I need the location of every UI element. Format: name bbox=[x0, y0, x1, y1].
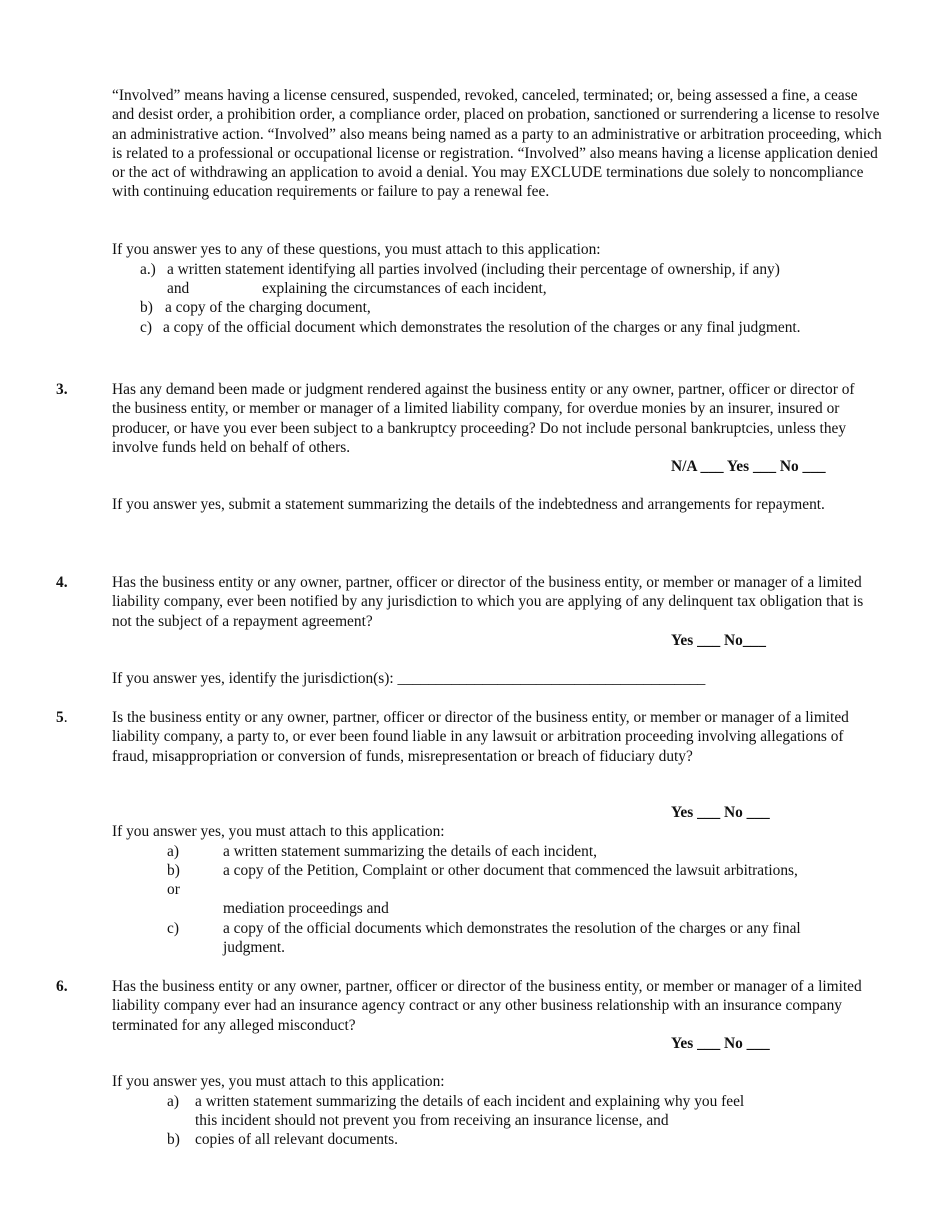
q6-item-a-cont: this incident should not prevent you from receiving an insurance license, and bbox=[195, 1112, 669, 1129]
q5-number-dot: . bbox=[63, 709, 68, 726]
q5-item-b-cont: mediation proceedings and bbox=[223, 900, 389, 917]
q5-item-b-text: a copy of the Petition, Complaint or other document that commenced the lawsuit arbitrations, bbox=[223, 862, 798, 879]
q2-item-a-text-cont: explaining the circumstances of each incident, bbox=[262, 280, 547, 297]
q6-number: 6. bbox=[56, 978, 68, 995]
q2-item-c-label: c) bbox=[140, 319, 152, 336]
q6-attach-intro: If you answer yes, you must attach to this application: bbox=[112, 1073, 445, 1090]
q2-item-a-label: a.) bbox=[140, 261, 156, 278]
q5-item-c-label: c) bbox=[167, 920, 179, 937]
q2-item-b-text: a copy of the charging document, bbox=[165, 299, 371, 316]
q5-answer: Yes ___ No ___ bbox=[671, 804, 770, 821]
q5-item-b-label: b) bbox=[167, 862, 180, 879]
q5-item-c-cont: judgment. bbox=[223, 939, 285, 956]
q5-attach-intro: If you answer yes, you must attach to this application: bbox=[112, 823, 445, 840]
q5-item-a-text: a written statement summarizing the details of each incident, bbox=[223, 843, 597, 860]
q2-item-b-label: b) bbox=[140, 299, 153, 316]
q6-text: Has the business entity or any owner, partner, officer or director of the business entity, or member or manager of a limited liability company ever had an insurance agency contract or any other business relationship with an insurance company terminated for any alleged misconduct? bbox=[112, 978, 862, 1034]
q2-item-a-text: a written statement identifying all parties involved (including their percentage of ownership, if any) bbox=[167, 261, 780, 278]
q2-item-a-text-and: and bbox=[167, 280, 190, 297]
q5-item-a-label: a) bbox=[167, 843, 179, 860]
q3-answer: N/A ___ Yes ___ No ___ bbox=[671, 458, 826, 475]
q5-text: Is the business entity or any owner, partner, officer or director of the business entity, or member or manager of a limited liability company, a party to, or ever been found liable in any lawsuit or arbitration proceeding involving allegations of fraud, misappropriation or conversion of funds, misrepresentation or breach of fiduciary duty? bbox=[112, 709, 849, 765]
q4-number: 4. bbox=[56, 574, 68, 591]
q5-number bbox=[56, 708, 68, 727]
q2-item-c-text: a copy of the official document which demonstrates the resolution of the charges or any final judgment. bbox=[163, 319, 801, 336]
q5-number-digit: 5 bbox=[56, 709, 64, 726]
q4-text: Has the business entity or any owner, partner, officer or director of the business entity, or member or manager of a limited liability company, ever been notified by any jurisdiction to which you are applying of any delinquent tax obligation that is not the subject of a repayment agreement? bbox=[112, 574, 864, 630]
q5-item-c-text: a copy of the official documents which demonstrates the resolution of the charges or any final bbox=[223, 920, 801, 937]
q6-item-a-label: a) bbox=[167, 1093, 179, 1110]
involved-definition: “Involved” means having a license censured, suspended, revoked, canceled, terminated; or, being assessed a fine, a cease and desist order, a prohibition order, a compliance order, placed on probation, sanctioned or surrendering a license to resolve an administrative action. “Involved” also means being named as a party to an administrative or arbitration proceeding, which is related to a professional or occupational license or registration. “Involved” also means having a license application denied or the act of withdrawing an application to avoid a denial. You may EXCLUDE terminations due solely to noncompliance with continuing education requirements or failure to pay a renewal fee. bbox=[112, 87, 882, 201]
q3-text: Has any demand been made or judgment rendered against the business entity or any owner, partner, officer or director of the business entity, or member or manager of a limited liability company, for overdue monies by an insurer, insured or producer, or have you ever been subject to a bankruptcy proceeding? Do not include personal bankruptcies, unless they involve funds held on behalf of others. bbox=[112, 381, 855, 456]
q6-item-a-text: a written statement summarizing the details of each incident and explaining why you feel bbox=[195, 1093, 745, 1110]
q6-item-b-text: copies of all relevant documents. bbox=[195, 1131, 399, 1148]
q4-answer: Yes ___ No___ bbox=[671, 632, 766, 649]
q4-followup: If you answer yes, identify the jurisdiction(s): ________________________________________ bbox=[112, 670, 706, 687]
q2-attach-intro: If you answer yes to any of these questions, you must attach to this application: bbox=[112, 241, 601, 258]
q6-item-b-label: b) bbox=[167, 1131, 180, 1148]
q3-followup: If you answer yes, submit a statement summarizing the details of the indebtedness and arrangements for repayment. bbox=[112, 496, 825, 513]
q5-item-b-wrap: or bbox=[167, 881, 180, 898]
q6-answer: Yes ___ No ___ bbox=[671, 1035, 770, 1052]
q3-number: 3. bbox=[56, 381, 68, 398]
